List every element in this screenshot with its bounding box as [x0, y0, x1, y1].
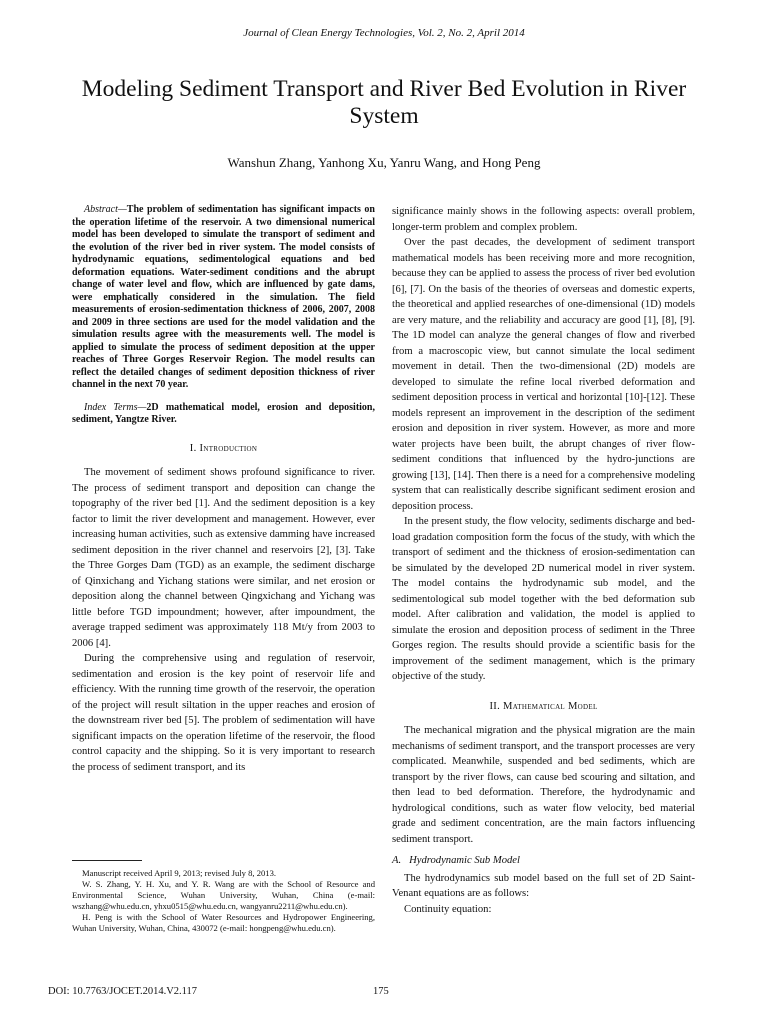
footnote-affiliation-2: H. Peng is with the School of Water Resources and Hydropower Engineering, Wuhan University, Wuhan, China, 430072 (e-mail: hongpeng@whu.edu.cn).	[72, 912, 375, 933]
subsection-title: Hydrodynamic Sub Model	[409, 855, 520, 866]
footnote-separator	[72, 860, 142, 861]
index-terms-lead: Index Terms—	[84, 401, 147, 413]
index-terms-text: 2D mathematical model, erosion and deposition, sediment, Yangtze River.	[72, 401, 375, 425]
section-heading-mathematical-model: II. Mathematical Model	[489, 700, 598, 712]
abstract-lead: Abstract—	[84, 204, 127, 215]
doi: DOI: 10.7763/JOCET.2014.V2.117	[48, 986, 198, 997]
intro-paragraph-4: Over the past decades, the development of sediment transport mathematical models has been receiving more and more recognition, because they can be applied to assess the process of river bed evolution [6], [7]. On the basis of the theories of overseas and domestic experts, the theoretical and applied researches of one-dimensional (1D) models are very mature, and the reliability and accuracy are good [1], [8], [9]. The 1D model can analyze the general changes of flow and riverbed from a macroscopic view, but cannot simulate the local sediment movement in detail. Then the two-dimensional (2D) models are developed to simulate the refine local riverbed deformation and sediment deposition process in vertical and horizontal [10]-[12]. These models represent an improvement in the description of the sediment erosion and deposition in river system. However, as more and more water projects have been built, the abrupt changes of river flow-sediment conditions that influenced by the hydro-junctions are growing [13], [14]. Then there is a need for a comprehensive modeling system that can realistically describe significant sediment erosion and deposition process.	[392, 237, 695, 512]
model-paragraph-3: Continuity equation:	[404, 903, 492, 915]
abstract-text: The problem of sedimentation has significant impacts on the operation lifetime of the reservoir. A two dimensional numerical model has been developed to simulate the transport of sediment and the evolution of the river bed in river system. The model consists of hydrodynamic equations, sedimentological equations and bed deformation equations. Water-sediment conditions and the abrupt change of water level and flow, which are influenced by gate dams, were emphatically considered in the simulation. The field measurements of erosion-sedimentation thickness of 2006, 2007, 2008 and 2009 in three sections are used for the model validation and the simulation results agree with the measurements well. The model is applied to simulate the process of sediment deposition at the upper reaches of Three Gorges Reservoir Region. The model results can reflect the detailed changes of sediment deposition thickness of river channel in the next 70 year.	[72, 204, 375, 390]
model-paragraph-2: The hydrodynamics sub model based on the full set of 2D Saint-Venant equations are as follows:	[392, 872, 695, 899]
section-heading-introduction: I. Introduction	[189, 442, 258, 454]
paper-title: Modeling Sediment Transport and River Bed Evolution in River System	[81, 76, 687, 129]
footnote-manuscript: Manuscript received April 9, 2013; revised July 8, 2013.	[82, 868, 277, 878]
model-paragraph-1: The mechanical migration and the physical migration are the main mechanisms of sediment transport, and the transport processes are very complicated. Meanwhile, suspended and bed sediments, which are transport by the river flows, can cause bed scouring and siltation, and then lead to bed deformation. Therefore, the hydrodynamic and hydrological conditions, such as water flow velocity, bed material grade and sediment concentration, are the main factors influencing sediment transport.	[392, 725, 695, 845]
subsection-heading-hydrodynamic	[392, 853, 695, 869]
footnote-affiliation-1: W. S. Zhang, Y. H. Xu, and Y. R. Wang are with the School of Resource and Environmental Science, Wuhan University, Wuhan, China (e-mail: wszhang@whu.edu.cn, yhxu0515@whu.edu.cn, wangyanru2211@whu.edu.cn).	[72, 879, 375, 911]
right-column	[392, 204, 695, 917]
journal-header: Journal of Clean Energy Technologies, Vol. 2, No. 2, April 2014	[243, 27, 525, 39]
left-column	[72, 204, 375, 775]
author-list: Wanshun Zhang, Yanhong Xu, Yanru Wang, and Hong Peng	[227, 155, 541, 170]
intro-paragraph-3: significance mainly shows in the following aspects: overall problem, longer-term problem and complex problem.	[392, 206, 695, 233]
intro-paragraph-2: During the comprehensive using and regulation of reservoir, sedimentation and erosion is the key point of reservoir life and efficiency. With the running time growth of the reservoir, the operation of the project will result siltation in the upper reaches and erosion of the downstream river bed [5]. The problem of sedimentation will have significant impacts on the operation lifetime of the reservoir, the flood control capacity and the shipping. So it is very important to research the process of sediment transport, and its	[72, 653, 375, 773]
subsection-number: A.	[392, 855, 402, 866]
footnotes	[72, 868, 375, 934]
intro-paragraph-1: The movement of sediment shows profound significance to river. The process of sediment transport and deposition can change the topography of the river bed [1]. And the sediment deposition is a key factor to limit the river development and management. However, ever increasing human activities, such as extensive damming have increased sediment deposition in the river channel and reservoirs [2], [3]. Take the Three Gorges Dam (TGD) as an example, the sediment discharge of Qinxichang and Yichang stations were similar, and net erosion or deposition along the channel between Qingxichang and Yichang was little before TGD impoundment; however, after impoundment, the average trapped sediment was approximately 118 Mt/y from 2003 to 2006 [4].	[72, 467, 375, 649]
page-number: 175	[373, 986, 389, 997]
index-terms	[72, 402, 375, 427]
abstract	[72, 204, 375, 392]
intro-paragraph-5: In the present study, the flow velocity, sediments discharge and bed-load gradation composition form the focus of the study, with which the transport of sediment and the thickness of erosion-sedimentation can be simulated by the developed 2D numerical model in river system. The model contains the hydrodynamic sub model, and the sedimentological sub model together with the bed deformation sub model. After calibration and validation, the model is applied to simulate the erosion and deposition process of sediment in the Three Gorges region. The results should provide a scientific basis for the improvement of the sediment management, which is the primary objective of the study.	[392, 516, 695, 682]
